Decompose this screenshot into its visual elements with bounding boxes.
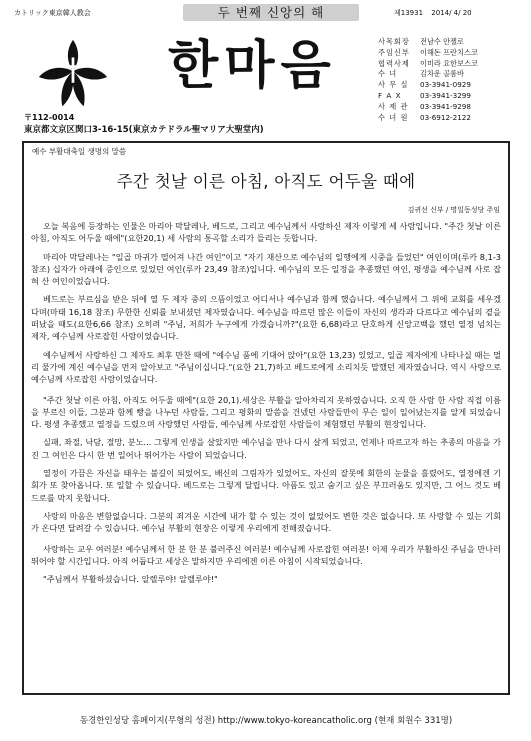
church-logo-icon (34, 35, 112, 115)
article-paragraph: 베드로는 부르심을 받은 뒤에 열 두 제자 중의 으뜸이었고 어디서나 예수님과 함께 했습니다. 예수님께서 그 위에 교회를 세우겠다며(마태 16,18 참조) 무한한 신뢰를 보내셨던 제자였습니다. 예수님을 따르던 많은 이들이 자신의 생각과 다르다고 예수님의 곁을 떠났을 때도(요한6,66 참조) 오히려 "주님, 저희가 누구에게 가겠습니까?"(요한 6,68)라고 단호하게 신앙고백을 했던 열정 넘치는 제자, 예수님께 사로잡힌 사람이었습니다. (31, 294, 501, 342)
masthead-title: 한마음 (168, 35, 337, 96)
article-paragraph: 사랑하는 교우 여러분! 예수님께서 한 분 한 분 불러주신 여러분! 예수님께 사로잡힌 여러분! 이제 우리가 부활하신 주님을 만나러 뛰어야 할 시간입니다. 아직 어둡다고 세상은 말하지만 우리에겐 이른 아침이 시작되었습니다. (31, 543, 501, 566)
article-byline: 김귀선 신부 / 명일동성당 주임 (407, 206, 500, 214)
article-paragraph: 예수님께서 사랑하신 그 제자도 최후 만찬 때에 "예수님 품에 기대어 앉아"(요한 13,23) 있었고, 일곱 제자에게 나타나실 때는 멀리 물가에 계신 예수님을 먼저 알아보고 "주님이십니다."(요한 21,7)하고 베드로에게 소리치듯 말했던 제자였습니다. 역시 사랑으로 예수님께 사로잡힌 사람이었습니다. (31, 349, 501, 385)
footer-homepage: 동경한인성당 홈페이지(무형의 성전) http://www.tokyo-koreancatholic.org (현재 회원수 331명) (79, 716, 453, 726)
staff-row: 수 녀 원 03-6912-2122 (378, 112, 471, 122)
staff-row: 협력사제 이미라 요한보스코 (378, 58, 478, 68)
article-paragraph: 열정이 가끔은 자신을 태우는 불길이 되었어도, 배신의 그림자가 있었어도, 자신의 잘못에 회한의 눈물을 흘렸어도, 열정에겐 기회가 또 찾아옵니다. 또 일할 수 있습니다. 베드로는 그렇게 달립니다. 아픔도 있고 숨기고 싶은 부끄러움도 있지만, 그 어느 것도 베드로를 막지 못합니다. (31, 468, 501, 503)
parish-label: カトリック東京韓人教会 (14, 9, 91, 17)
article-paragraph: 사랑의 마음은 변함없습니다. 그분의 죄겨운 시간에 내가 할 수 있는 것이 없었어도 변한 것은 없습니다. 또 사랑할 수 있는 기회가 온다면 달려갈 수 있습니다. 예수님 부활의 현장은 이렇게 우리에게 전해졌습니다. (31, 510, 501, 534)
staff-row: 수 녀 김차운 골롬바 (378, 69, 464, 79)
article-paragraph: 마리아 막달레나는 "일곱 마귀가 떨어져 나간 여인"이고 "자기 재산으로 예수님의 일행에게 시중을 들었던" 여인이며(루카 8,1-3 참조) 십자가 아래에 증인으로 있었던 여인(루카 23,49 참조)입니다. 예수님의 모든 일정을 추종했던 여인, 평생을 예수님께 사로 잡혀 산 여인이었습니다. (31, 251, 501, 287)
article-kicker: 예수 부활대축일 생명의 말씀 (32, 147, 127, 156)
staff-directory (378, 37, 478, 123)
article-paragraph: 실패, 좌절, 낙담, 절망, 분노... 그렇게 인생을 살았지만 예수님을 만나 다시 살게 되었고, 언제나 따르고자 하는 추종의 마음을 가진 그 여인은 다시 한 번 일어나 뛰어가는 사람이 되었습니다. (31, 437, 501, 460)
article-paragraph: "주님께서 부활하셨습니다. 알렐루야! 알렐루야!" (43, 574, 218, 585)
article-headline: 주간 첫날 이른 아침, 아직도 어두울 때에 (116, 172, 416, 191)
article-paragraph: "주간 첫날 이른 아침, 아직도 어두울 때에"(요한 20,1).세상은 부활을 알아차리지 못하였습니다. 오직 한 사람 한 사람 직접 이름을 부르신 이들, 그분과 함께 빵을 나누던 사람들, 그리고 평화의 말씀을 건넸던 사람들만이 무슨 일이 일어났는지를 알게 되었습니다. 평생 추종했고 열정을 드렸으며 사랑했던 사람들, 예수님께 사로잡힌 사람들이 체험했던 부활의 현장입니다. (31, 394, 501, 430)
staff-row: 주임신부 이해돈 프란치스코 (378, 47, 478, 57)
staff-row: 사목회장 전남수 안젤로 (378, 37, 464, 46)
address-line: 東京都文京区関口3-16-15(東京カテドラル聖マリア大聖堂内) (24, 125, 264, 135)
staff-row: 사 무 실 03-3941-0929 (378, 80, 471, 90)
staff-row: 사 제 관 03-3941-9298 (378, 101, 471, 111)
theme-title-band: 두 번째 신앙의 해 (183, 4, 359, 21)
article-paragraph: 오늘 복음에 등장하는 인물은 마리아 막달레나, 베드로, 그리고 예수님께서 사랑하신 제자 이렇게 세 사람입니다. "주간 첫날 이른 아침, 아직도 어두울 때에"(요한20,1) 세 사람의 통곡할 소리가 들리는 듯합니다. (31, 221, 501, 244)
address-zip: 〒112-0014 (24, 113, 75, 122)
issue-info (388, 8, 472, 18)
issue-number: 제13931 (394, 9, 424, 17)
staff-row: F A X 03-3941-3299 (378, 90, 471, 100)
article-body (31, 220, 501, 591)
issue-date: 2014/ 4/ 20 (431, 9, 472, 17)
